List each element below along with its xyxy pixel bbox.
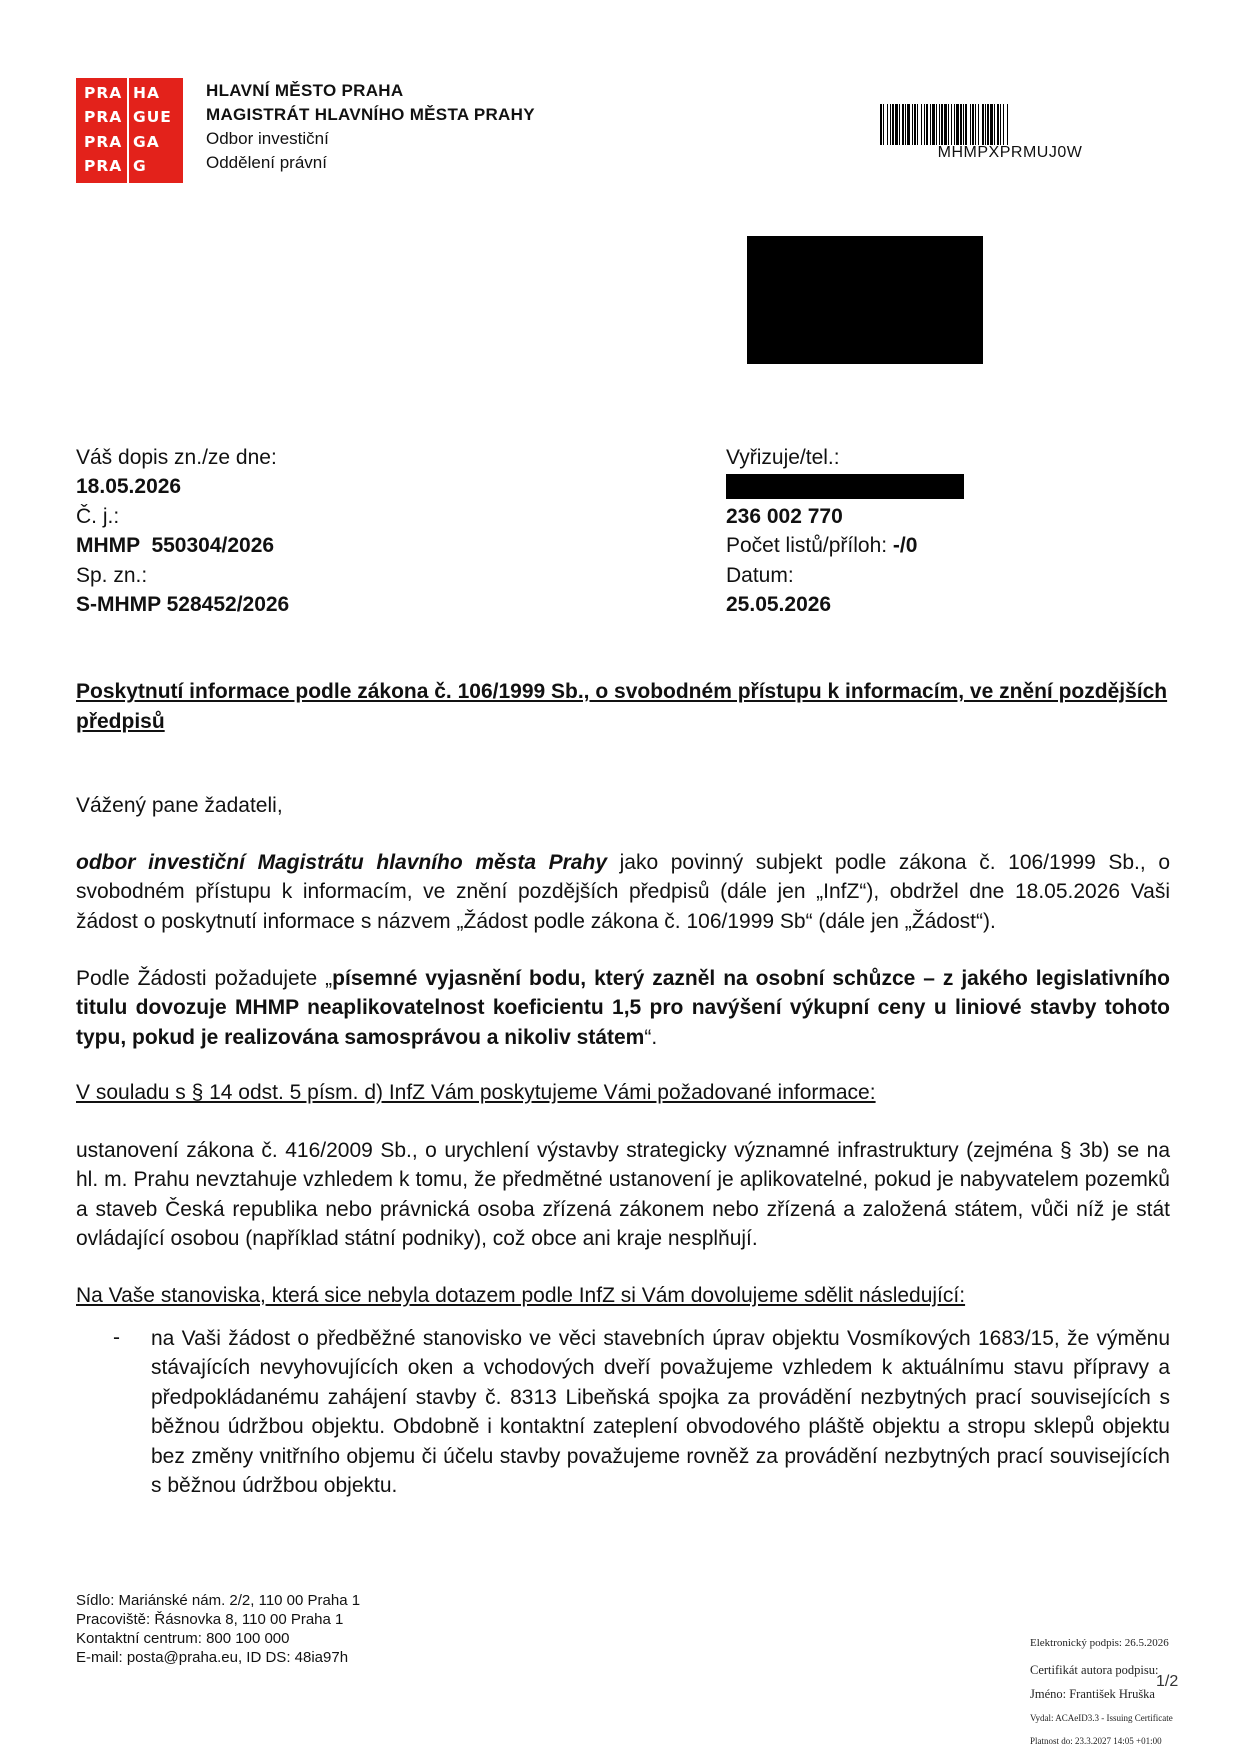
logo-text: PRA (84, 157, 123, 175)
barcode-bar (970, 104, 971, 145)
logo-text: PRA (84, 84, 123, 102)
org-magistrate: MAGISTRÁT HLAVNÍHO MĚSTA PRAHY (206, 105, 535, 124)
barcode-bar (1000, 104, 1001, 145)
barcode-bar (997, 104, 999, 145)
barcode-bar (944, 104, 947, 145)
pages-row (726, 531, 917, 560)
praha-logo (76, 78, 183, 183)
footer-workplace: Pracoviště: Řásnovka 8, 110 00 Praha 1 (76, 1611, 344, 1628)
logo-text: GUE (133, 108, 172, 126)
letter-date: 25.05.2026 (726, 593, 832, 617)
barcode-bar (890, 104, 891, 145)
your-letter-label: Váš dopis zn./ze dne: (76, 446, 277, 469)
barcode-bar (936, 104, 937, 145)
barcode (880, 104, 1140, 145)
barcode-bar (905, 104, 906, 145)
subject-heading: Poskytnutí informace podle zákona č. 106/1999 Sb., o svobodném přístupu k informacím, ve znění pozdějších předpisů (76, 680, 1168, 733)
request-outro: “. (644, 1025, 658, 1049)
barcode-bar (892, 104, 894, 145)
barcode-bar (941, 104, 943, 145)
barcode-bar (954, 104, 955, 145)
barcode-bar (1003, 104, 1004, 145)
logo-row-3 (76, 131, 183, 155)
barcode-bar (948, 104, 949, 145)
file-number: S-MHMP 528452/2026 (76, 593, 290, 617)
barcode-code: MHMPXPRMUJ0W (937, 144, 1083, 161)
barcode-bar (990, 104, 993, 145)
signature-issuer: Vydal: ACAeID3.3 - Issuing Certificate (1030, 1713, 1173, 1723)
logo-row-2 (76, 106, 183, 130)
logo-text: GA (133, 133, 160, 151)
handler-phone: 236 002 770 (726, 504, 843, 528)
reference-label: Č. j.: (76, 504, 120, 528)
file-label: Sp. zn.: (76, 563, 148, 587)
bullet-text: na Vaši žádost o předběžné stanovisko ve věci stavebních úprav objektu Vosmíkových 1683/15, že výměnu stávajících nevyhovujících oken a vchodových dveří považujeme vzhledem k aktuálnímu stavu přípravy a předpokládanému zahájení stavby č. 8313 Libeňská spojka za provádění nezbytných prací souvisejících s běžnou údržbou objektu. Obdobně i kontaktní zateplení obvodového pláště objektu a stropu sklepů objektu bez změny vnitřního objemu či účelu stavby považujeme rovněž za provádění nezbytných prací souvisejících s běžnou údržbou objektu. (151, 1327, 1170, 1498)
barcode-bar (914, 104, 916, 145)
barcode-bar (1007, 104, 1008, 145)
barcode-bar (912, 104, 913, 145)
footer-seat: Sídlo: Mariánské nám. 2/2, 110 00 Praha 1 (76, 1592, 361, 1609)
signature-certificate: Certifikát autora podpisu: (1030, 1663, 1159, 1677)
barcode-bar (887, 104, 888, 145)
redacted-handler-name (726, 474, 964, 499)
your-letter-date: 18.05.2026 (76, 475, 182, 499)
redacted-address (747, 236, 983, 364)
barcode-bar (907, 104, 910, 145)
signature-validity: Platnost do: 23.3.2027 14:05 +01:00 (1030, 1736, 1162, 1746)
paragraph-answer: ustanovení zákona č. 416/2009 Sb., o urychlení výstavby strategicky významné infrastruktury (zejména § 3b) se na hl. m. Prahu nevztahuje vzhledem k tomu, že předmětné ustanovení je aplikovatelné, pokud je nabyvatelem pozemků a staveb Česká republika nebo právnická osoba zřízená zákonem nebo zřízená a založená státem, vůči níž je stát ovládající osobou (například státní podniky), což obce ani kraje nesplňují. (76, 1139, 1170, 1251)
barcode-bar (956, 104, 959, 145)
barcode-bar (895, 104, 898, 145)
barcode-bar (985, 104, 986, 145)
barcode-bar (883, 104, 884, 145)
footer-address (76, 1591, 360, 1667)
signature-date: Elektronický podpis: 26.5.2026 (1030, 1637, 1169, 1649)
org-section: Oddělení právní (206, 153, 327, 172)
meta-right (726, 443, 917, 619)
barcode-bar (972, 104, 974, 145)
paragraph-intro-text: jako povinný subjekt podle zákona č. 106/1999 Sb., o svobodném přístupu k informacím, ve znění pozdějších předpisů (dále jen „InfZ“), obdržel dne 18.05.2026 Vaši žádost o poskytnutí informace s názvem „Žádost podle zákona č. 106/1999 Sb“ (dále jen „Žádost“). (76, 851, 1171, 933)
page-number: 1/2 (1156, 1673, 1179, 1690)
paragraph-provision: V souladu s § 14 odst. 5 písm. d) InfZ Vám poskytujeme Vámi požadované informace: (76, 1081, 876, 1104)
barcode-bar (899, 104, 900, 145)
footer-email: E-mail: posta@praha.eu, ID DS: 48ia97h (76, 1649, 349, 1666)
barcode-bar (994, 104, 995, 145)
logo-text: PRA (84, 133, 123, 151)
barcode-bar (978, 104, 979, 145)
barcode-bar (975, 104, 976, 145)
pages-value: -/0 (892, 534, 918, 558)
barcode-bar (982, 104, 984, 145)
logo-text: PRA (84, 108, 123, 126)
bullet-dash: - (113, 1326, 120, 1349)
barcode-bar (932, 104, 935, 145)
paragraph-intro (76, 848, 1170, 936)
barcode-bar (987, 104, 989, 145)
request-intro: Podle Žádosti požadujete „ (76, 967, 333, 990)
logo-text: HA (133, 84, 160, 102)
logo-text: G (133, 157, 147, 175)
meta-left (76, 443, 289, 619)
reference-number: MHMP 550304/2026 (76, 534, 275, 558)
barcode-bar (965, 104, 967, 145)
org-department: Odbor investiční (206, 129, 329, 148)
barcode-bar (926, 104, 928, 145)
barcode-bar (917, 104, 918, 145)
footer-contact: Kontaktní centrum: 800 100 000 (76, 1630, 290, 1647)
date-label: Datum: (726, 563, 794, 587)
barcode-bar (939, 104, 940, 145)
barcode-bar (880, 104, 882, 145)
department-name: odbor investiční Magistrátu hlavního města Prahy (76, 851, 607, 874)
logo-row-1 (76, 82, 183, 106)
handler-name-row (726, 472, 917, 501)
barcode-bar (930, 104, 931, 145)
handler-label: Vyřizuje/tel.: (726, 446, 840, 469)
signature-name: Jméno: František Hruška (1030, 1687, 1155, 1701)
pages-label: Počet listů/příloh: (726, 534, 893, 558)
barcode-bar (963, 104, 964, 145)
barcode-bar (951, 104, 952, 145)
paragraph-request (76, 964, 1170, 1052)
barcode-bar (960, 104, 962, 145)
org-header (206, 79, 535, 175)
paragraph-additional: Na Vaše stanoviska, která sice nebyla dotazem podle InfZ si Vám dovolujeme sdělit následující: (76, 1284, 966, 1307)
logo-row-4 (76, 155, 183, 179)
org-city: HLAVNÍ MĚSTO PRAHA (206, 81, 404, 100)
barcode-bar (921, 104, 922, 145)
barcode-bar (902, 104, 904, 145)
salutation: Vážený pane žadateli, (76, 794, 283, 817)
request-quote: písemné vyjasnění bodu, který zazněl na osobní schůzce – z jakého legislativního titulu dovozuje MHMP neaplikovatelnost koeficientu 1,5 pro navýšení výkupní ceny u liniové stavby tohoto typu, pokud je realizována samosprávou a nikoliv státem (76, 967, 1170, 1049)
barcode-bar (924, 104, 925, 145)
